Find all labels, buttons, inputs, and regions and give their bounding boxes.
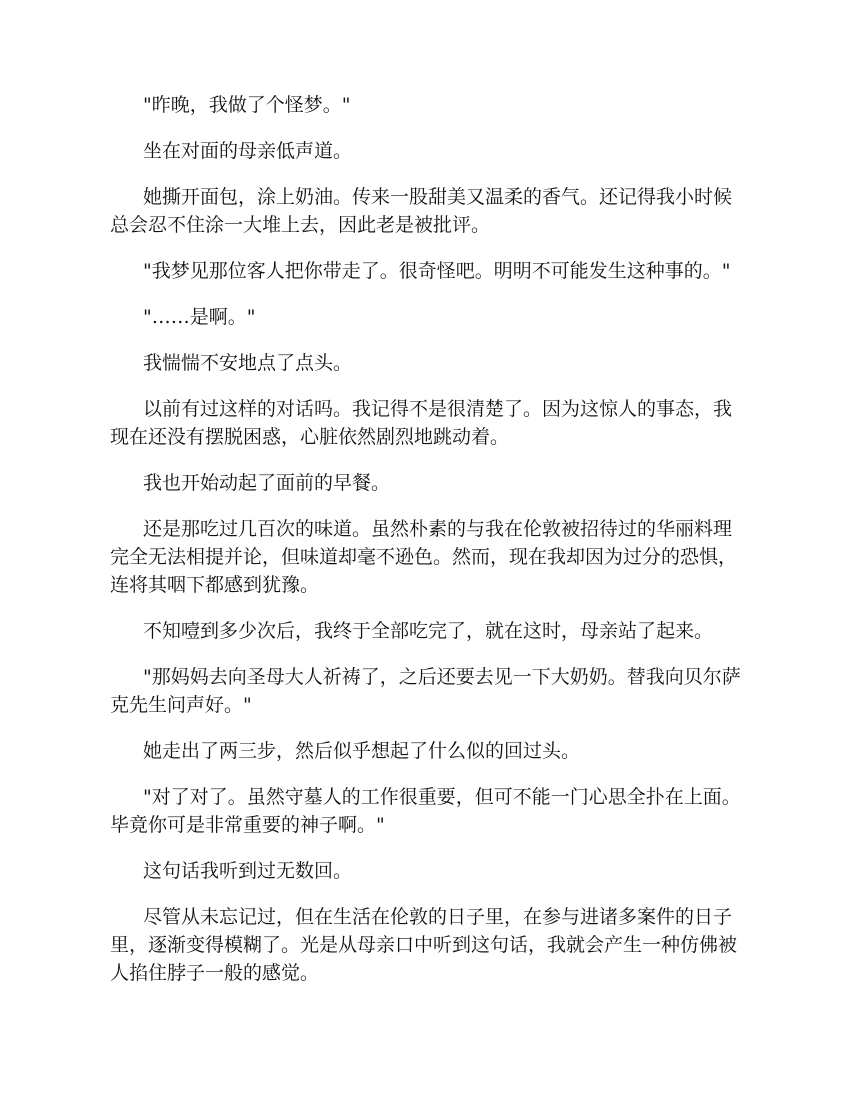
paragraph-1: "昨晚，我做了个怪梦。"	[143, 94, 351, 116]
paragraph-8: 我也开始动起了面前的早餐。	[143, 472, 391, 494]
document-page	[110, 91, 750, 1005]
paragraph-11: "那妈妈去向圣母大人祈祷了，之后还要去见一下大奶奶。替我向贝尔萨克先生问声好。"	[110, 666, 741, 716]
paragraph-10: 不知噎到多少次后，我终于全部吃完了，就在这时，母亲站了起来。	[143, 620, 714, 642]
paragraph-5: "……是啊。"	[143, 306, 256, 328]
paragraph-14: 这句话我听到过无数回。	[143, 860, 353, 882]
paragraph-13: "对了对了。虽然守墓人的工作很重要，但可不能一门心思全扑在上面。毕竟你可是非常重要的神子啊。"	[110, 786, 741, 836]
paragraph-2: 坐在对面的母亲低声道。	[143, 140, 353, 162]
paragraph-15: 尽管从未忘记过，但在生活在伦敦的日子里，在参与进诸多案件的日子里，逐渐变得模糊了。光是从母亲口中听到这句话，我就会产生一种仿佛被人掐住脖子一般的感觉。	[110, 906, 738, 984]
paragraph-12: 她走出了两三步，然后似乎想起了什么似的回过头。	[143, 740, 581, 762]
paragraph-4: "我梦见那位客人把你带走了。很奇怪吧。明明不可能发生这种事的。"	[143, 260, 731, 282]
paragraph-6: 我惴惴不安地点了点头。	[143, 352, 353, 374]
paragraph-3: 她撕开面包，涂上奶油。传来一股甜美又温柔的香气。还记得我小时候总会忍不住涂一大堆上去，因此老是被批评。	[110, 186, 733, 236]
paragraph-9: 还是那吃过几百次的味道。虽然朴素的与我在伦敦被招待过的华丽料理完全无法相提并论，但味道却毫不逊色。然而，现在我却因为过分的恐惧，连将其咽下都感到犹豫。	[110, 518, 738, 596]
paragraph-7: 以前有过这样的对话吗。我记得不是很清楚了。因为这惊人的事态，我现在还没有摆脱困惑，心脏依然剧烈地跳动着。	[110, 398, 733, 448]
